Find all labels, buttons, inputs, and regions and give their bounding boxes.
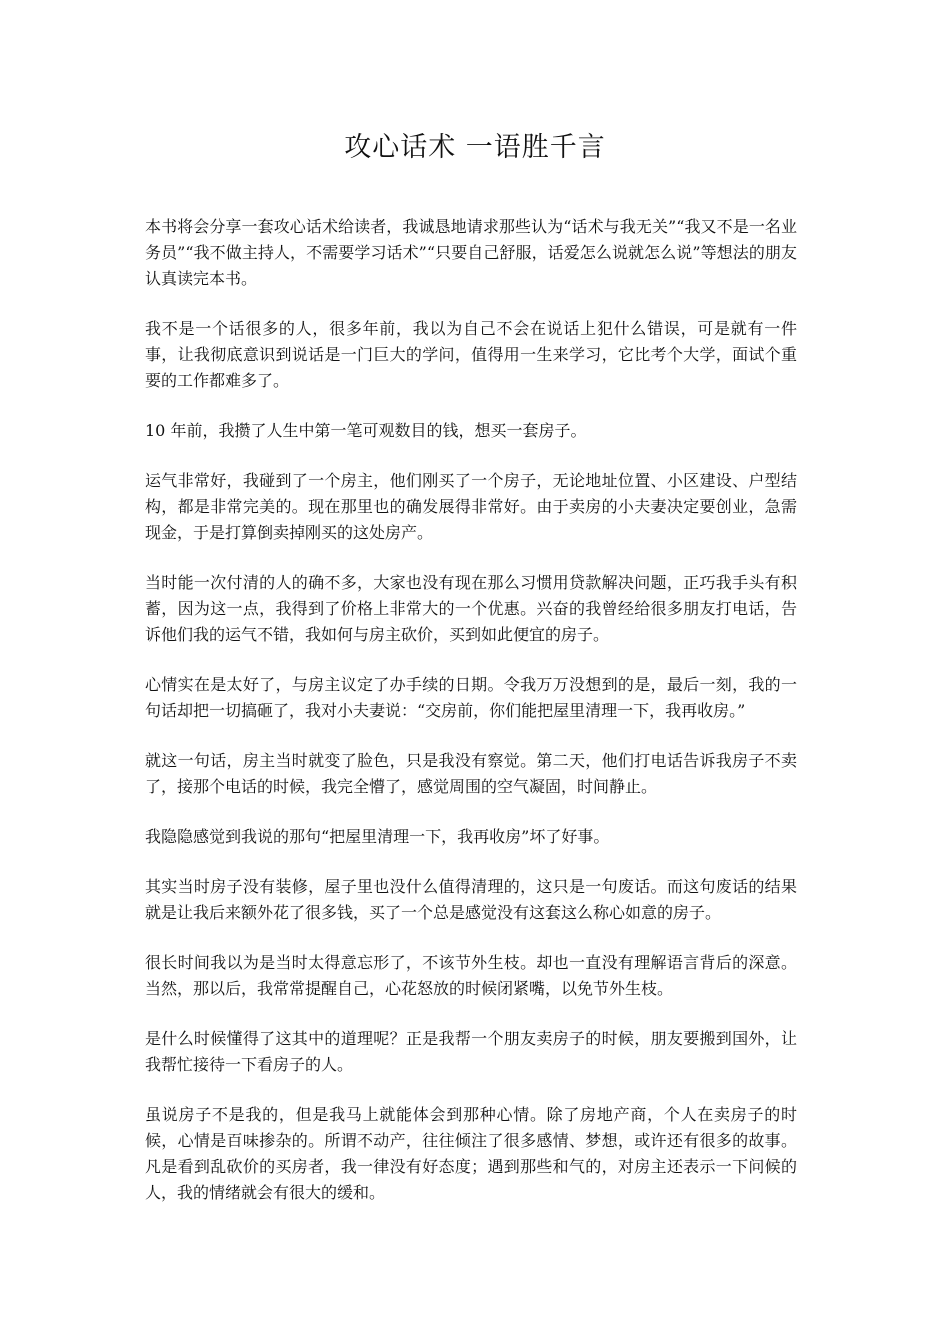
paragraph: 10 年前，我攒了人生中第一笔可观数目的钱，想买一套房子。 — [145, 421, 587, 440]
paragraph: 虽说房子不是我的，但是我马上就能体会到那种心情。除了房地产商，个人在卖房子的时候，心情是百味掺杂的。所谓不动产，往往倾注了很多感情、梦想，或许还有很多的故事。凡是看到乱砍价的买房者，我一律没有好态度；遇到那些和气的，对房主还表示一下问候的人，我的情绪就会有很大的缓和。 — [145, 1105, 797, 1202]
paragraph: 心情实在是太好了，与房主议定了办手续的日期。令我万万没想到的是，最后一刻，我的一句话却把一切搞砸了，我对小夫妻说：“交房前，你们能把屋里清理一下，我再收房。” — [145, 675, 797, 720]
paragraph: 运气非常好，我碰到了一个房主，他们刚买了一个房子，无论地址位置、小区建设、户型结构，都是非常完美的。现在那里也的确发展得非常好。由于卖房的小夫妻决定要创业，急需现金，于是打算倒卖掉刚买的这处房产。 — [145, 471, 797, 542]
paragraph: 当时能一次付清的人的确不多，大家也没有现在那么习惯用贷款解决问题，正巧我手头有积蓄，因为这一点，我得到了价格上非常大的一个优惠。兴奋的我曾经给很多朋友打电话，告诉他们我的运气不错，我如何与房主砍价，买到如此便宜的房子。 — [145, 573, 797, 644]
paragraph: 我不是一个话很多的人，很多年前，我以为自己不会在说话上犯什么错误，可是就有一件事，让我彻底意识到说话是一门巨大的学问，值得用一生来学习，它比考个大学，面试个重要的工作都难多了。 — [145, 319, 797, 390]
paragraph: 是什么时候懂得了这其中的道理呢？正是我帮一个朋友卖房子的时候，朋友要搬到国外，让我帮忙接待一下看房子的人。 — [145, 1029, 797, 1074]
paragraph: 我隐隐感觉到我说的那句“把屋里清理一下，我再收房”坏了好事。 — [145, 827, 610, 846]
paragraph: 本书将会分享一套攻心话术给读者，我诚恳地请求那些认为“话术与我无关”“我又不是一名业务员”“我不做主持人，不需要学习话术”“只要自己舒服，话爱怎么说就怎么说”等想法的朋友认真读完本书。 — [145, 217, 797, 288]
paragraph: 其实当时房子没有装修，屋子里也没什么值得清理的，这只是一句废话。而这句废话的结果就是让我后来额外花了很多钱，买了一个总是感觉没有这套这么称心如意的房子。 — [145, 877, 797, 922]
paragraph: 就这一句话，房主当时就变了脸色，只是我没有察觉。第二天，他们打电话告诉我房子不卖了，接那个电话的时候，我完全懵了，感觉周围的空气凝固，时间静止。 — [145, 751, 797, 796]
paragraph: 很长时间我以为是当时太得意忘形了，不该节外生枝。却也一直没有理解语言背后的深意。当然，那以后，我常常提醒自己，心花怒放的时候闭紧嘴，以免节外生枝。 — [145, 953, 797, 998]
document-body — [145, 214, 797, 1230]
document-title: 攻心话术 一语胜千言 — [344, 132, 606, 163]
